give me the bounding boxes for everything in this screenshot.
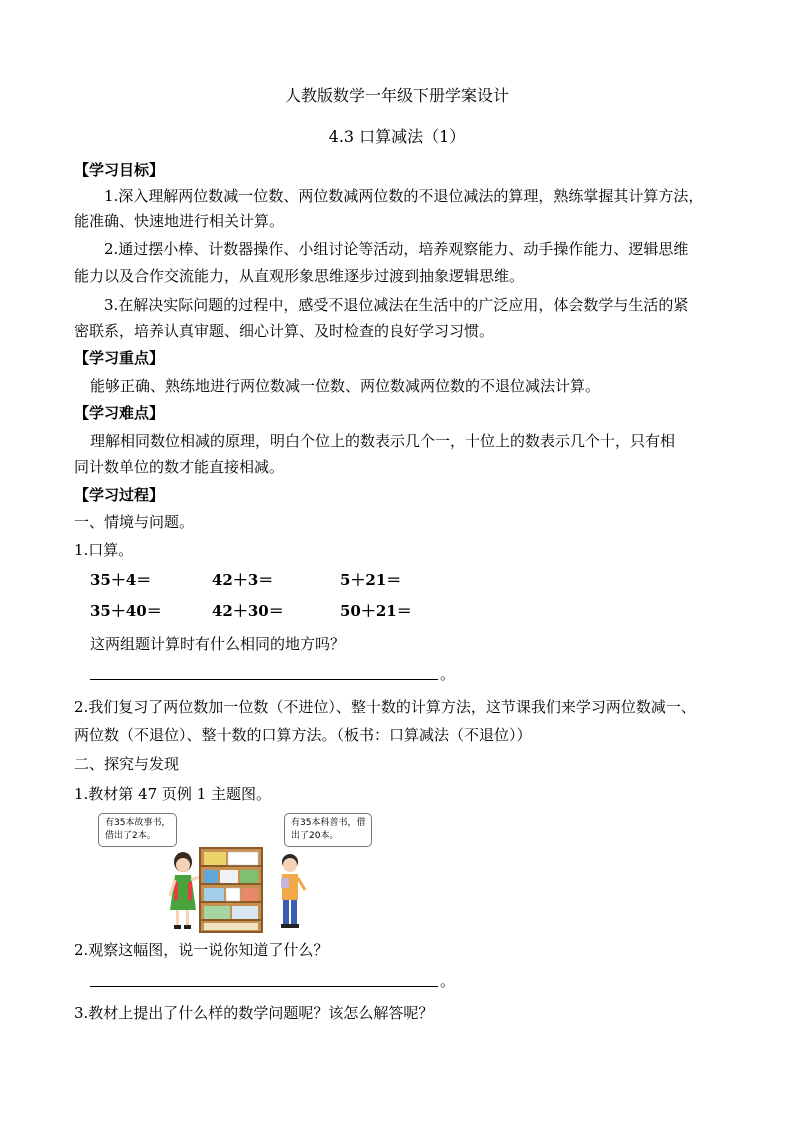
goal-1-line-1: 1.深入理解两位数减一位数、两位数减两位数的不退位减法的算理，熟练掌握其计算方法， — [104, 187, 704, 205]
textbook-illustration — [98, 810, 398, 935]
explore-3: 3.教材上提出了什么样的数学问题呢？该怎么解答呢？ — [74, 1004, 434, 1022]
goal-2-line-1: 2.通过摆小棒、计数器操作、小组讨论等活动，培养观察能力、动手操作能力、逻辑思维 — [104, 240, 689, 258]
calc-6: 50＋21＝ — [340, 602, 412, 620]
illustration-figures — [98, 810, 398, 935]
answer-line-1[interactable] — [90, 679, 438, 680]
speech-bubble-boy-line-1: 有35本科普书，借 — [291, 818, 366, 828]
speech-bubble-boy-line-2: 出了20本。 — [291, 831, 339, 841]
difficulties-heading: 【学习难点】 — [74, 404, 165, 422]
key-points-heading: 【学习重点】 — [74, 349, 165, 367]
process-heading: 【学习过程】 — [74, 486, 165, 504]
answer-line-2[interactable] — [90, 986, 438, 987]
section-2-heading: 二、探究与发现 — [74, 755, 180, 773]
answer-line-2-end: 。 — [440, 972, 456, 990]
goals-heading: 【学习目标】 — [74, 161, 165, 179]
explore-1: 1.教材第 47 页例 1 主题图。 — [74, 785, 272, 803]
key-points-text: 能够正确、熟练地进行两位数减一位数、两位数减两位数的不退位减法计算。 — [90, 377, 601, 395]
goal-3-line-2: 密联系，培养认真审题、细心计算、及时检查的良好学习习惯。 — [74, 322, 495, 340]
bookshelf — [200, 848, 262, 932]
question-2-line-2: 两位数（不退位）、整十数的口算方法。（板书：口算减法（不退位）） — [74, 726, 532, 744]
calc-1: 35＋4＝ — [90, 571, 152, 589]
calc-5: 42＋30＝ — [212, 602, 284, 620]
speech-bubble-girl-line-1: 有35本故事书， — [105, 818, 171, 828]
difficulties-line-1: 理解相同数位相减的原理，明白个位上的数表示几个一，十位上的数表示几个十，只有相 — [90, 432, 676, 450]
speech-bubble-girl-line-2: 借出了2本。 — [105, 831, 156, 841]
section-1-heading: 一、情境与问题。 — [74, 513, 195, 531]
answer-line-1-end: 。 — [440, 665, 456, 683]
doc-subtitle: 4.3 口算减法（1） — [328, 127, 466, 146]
explore-2: 2.观察这幅图，说一说你知道了什么？ — [74, 941, 329, 959]
question-1: 1.口算。 — [74, 541, 134, 559]
boy-figure — [281, 854, 305, 928]
calc-4: 35＋40＝ — [90, 602, 162, 620]
goal-1-line-2: 能准确、快速地进行相关计算。 — [74, 212, 285, 230]
goal-3-line-1: 3.在解决实际问题的过程中，感受不退位减法在生活中的广泛应用，体会数学与生活的紧 — [104, 296, 689, 314]
goal-2-line-2: 能力以及合作交流能力，从直观形象思维逐步过渡到抽象逻辑思维。 — [74, 267, 525, 285]
question-1-ask: 这两组题计算时有什么相同的地方吗？ — [90, 635, 346, 653]
difficulties-line-2: 同计数单位的数才能直接相减。 — [74, 458, 285, 476]
question-2-line-1: 2.我们复习了两位数加一位数（不进位）、整十数的计算方法，这节课我们来学习两位数减一、 — [74, 698, 696, 716]
calc-3: 5＋21＝ — [340, 571, 402, 589]
calc-2: 42＋3＝ — [212, 571, 274, 589]
doc-title: 人教版数学一年级下册学案设计 — [284, 86, 509, 105]
girl-figure — [170, 852, 202, 929]
